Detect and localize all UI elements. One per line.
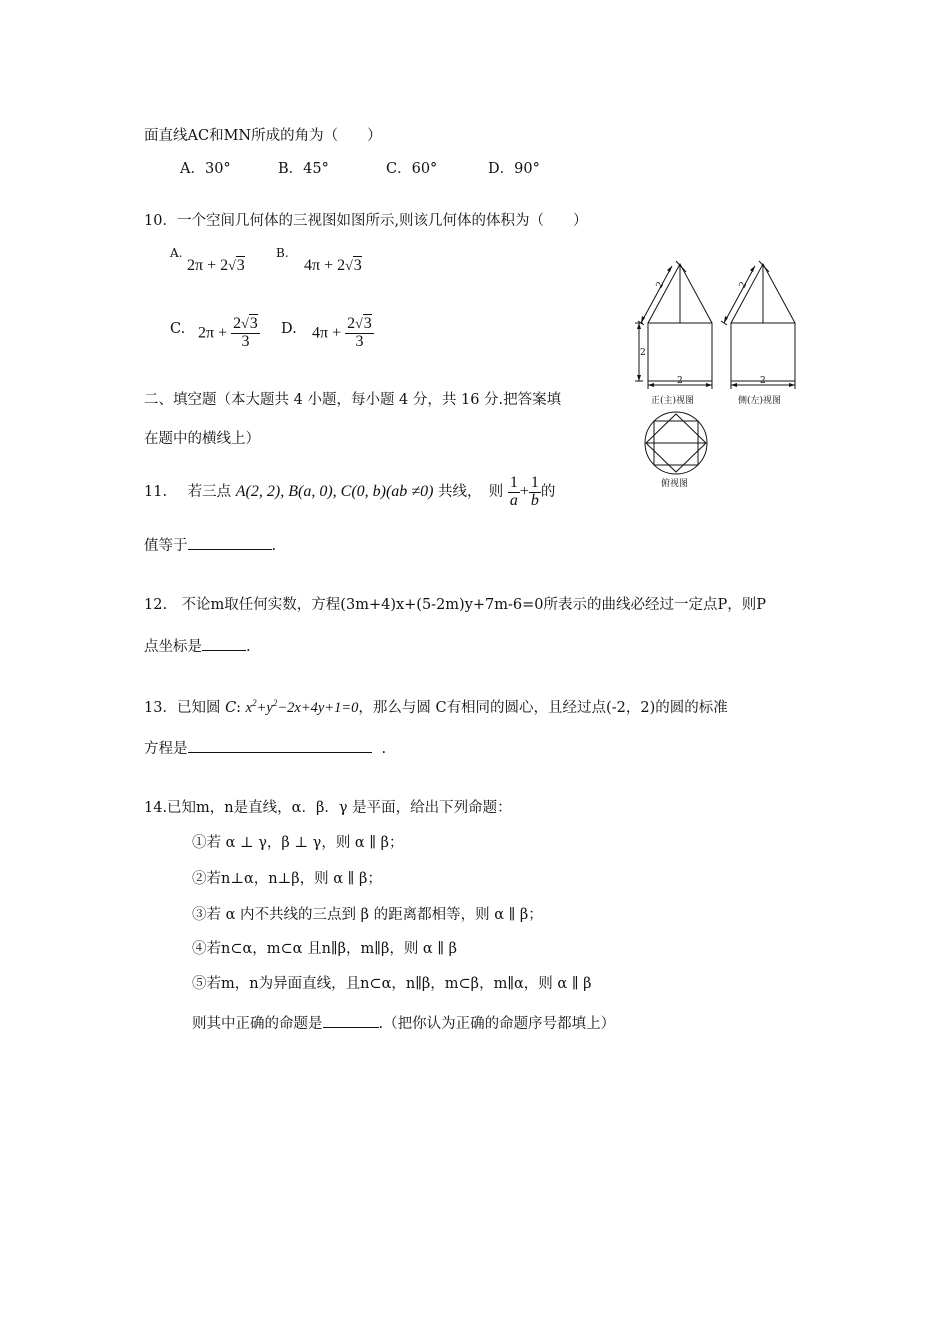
- q9-option-d: D．90°: [488, 161, 540, 177]
- front-slant-label: 2: [654, 280, 667, 291]
- q13-equation: $x^2+y^2-2x+4y+1=0$: [245, 698, 359, 716]
- q11-number: 11.: [144, 484, 168, 500]
- q14-answer-blank[interactable]: [323, 1015, 379, 1028]
- q14-answer-line: [192, 1015, 615, 1032]
- q12-answer-blank[interactable]: [202, 638, 246, 651]
- q14-answer-suffix: .（把你认为正确的命题序号都填上）: [378, 1016, 616, 1032]
- side-slant-dim: [724, 266, 755, 323]
- side-view-square: [731, 323, 795, 381]
- q10-option-a: 2π + 2√3: [187, 257, 245, 274]
- front-view-caption: 正(主)视图: [651, 396, 695, 406]
- q11-line2-prefix: 值等于: [144, 538, 188, 554]
- section2-line1: 二、填空题（本大题共 4 小题，每小题 4 分，共 16 分.把答案填: [144, 392, 562, 408]
- q10-option-a-root: 3: [236, 257, 245, 274]
- q10-option-b-lead: 4π + 2: [304, 257, 346, 274]
- q10-option-d-lead: 4π +: [312, 324, 342, 342]
- q10-option-a-lead: 2π + 2: [187, 257, 229, 274]
- q10-option-d: [312, 316, 374, 351]
- q11-prefix: 若三点: [187, 484, 232, 500]
- q14-item-4: ④若n⊂α，m⊂α 且n∥β，m∥β，则 α ∥ β: [192, 941, 458, 957]
- q9-option-a: A．30°: [180, 161, 231, 177]
- section2-line2: 在题中的横线上）: [144, 431, 260, 447]
- q14-item-3: ③若 α 内不共线的三点到 β 的距离都相等，则 α ∥ β；: [192, 907, 543, 923]
- q9-option-b: B．45°: [278, 161, 329, 177]
- q11-line1: [144, 470, 555, 514]
- q10-letter-c: C.: [170, 321, 186, 337]
- q10-stem: 10．一个空间几何体的三视图如图所示,则该几何体的体积为（ ）: [144, 213, 588, 229]
- q10-letter-a: A.: [170, 246, 183, 260]
- top-view-caption: 俯视图: [661, 479, 689, 489]
- q11-fraction-1-over-a: $\frac{1}{a}$: [509, 473, 518, 509]
- q11-middle: 共线， 则: [438, 484, 504, 500]
- q10-option-c-fraction: $\frac{2√3}{3}$: [233, 315, 258, 350]
- q14-item-1: ①若 α ⊥ γ，β ⊥ γ，则 α ∥ β；: [192, 835, 404, 851]
- front-slant-dim: [641, 266, 672, 323]
- q12-line2: 点坐标是 .: [144, 639, 251, 655]
- q12-line1: 12. 不论m取任何实数，方程(3m+4)x+(5-2m)y+7m-6=0所表示的曲线必经过一定点P，则P: [144, 597, 767, 613]
- q9-option-c: C．60°: [386, 161, 438, 177]
- front-base-label: 2: [677, 376, 683, 386]
- front-height-label: 2: [640, 348, 646, 358]
- q13-tail: ，那么与圆 C有相同的圆心，且经过点(-2，2)的圆的标准: [358, 699, 728, 716]
- q13-answer-blank[interactable]: [188, 740, 372, 753]
- q14-item-5: ⑤若m，n为异面直线，且n⊂α，n∥β，m⊂β，m∥α，则 α ∥ β: [192, 976, 592, 992]
- q11-suffix: 的: [540, 484, 556, 500]
- side-view-caption: 侧(左)视图: [738, 396, 782, 406]
- side-base-label: 2: [760, 376, 766, 386]
- q11-plus: +: [519, 483, 529, 500]
- q13-circle-name: C: [225, 699, 237, 716]
- q12-line2-prefix: 点坐标是: [144, 639, 202, 655]
- q14-stem: 14.已知m，n是直线，α．β．γ 是平面，给出下列命题：: [144, 800, 512, 816]
- q14-answer-prefix: 则其中正确的命题是: [192, 1016, 323, 1032]
- q13-line1: 13．已知圆 C: $x^2+y^2-2x+4y+1=0$，那么与圆 C有相同的圆心，且经过点(-2，2)的圆的标准: [144, 698, 728, 716]
- three-view-figure: [628, 258, 808, 498]
- q10-option-b-root: 3: [353, 257, 362, 274]
- q11-fraction-1-over-b: $\frac{1}{b}$: [530, 473, 539, 509]
- q9-stem-end: 面直线AC和MN所成的角为（ ）: [144, 128, 382, 144]
- q10-letter-d: D.: [281, 321, 297, 337]
- q11-answer-blank[interactable]: [188, 537, 272, 550]
- q13-line2: 方程是 .: [144, 741, 387, 757]
- q10-option-b: 4π + 2√3: [304, 257, 362, 274]
- side-slant-label: 2: [737, 280, 750, 291]
- q13-line2-prefix: 方程是: [144, 741, 188, 757]
- q11-points: A(2, 2), B(a, 0), C(0, b)(ab ≠0): [235, 483, 434, 500]
- q11-line2: 值等于 .: [144, 538, 277, 554]
- q10-letter-b: B.: [276, 246, 289, 260]
- q10-option-c-lead: 2π +: [198, 324, 228, 342]
- front-view-square: [648, 323, 712, 381]
- q10-option-c: [198, 316, 260, 351]
- q13-lead: 13．已知圆: [144, 699, 226, 716]
- q10-option-d-fraction: $\frac{2√3}{3}$: [347, 315, 372, 350]
- q14-item-2: ②若n⊥α，n⊥β，则 α ∥ β；: [192, 871, 382, 887]
